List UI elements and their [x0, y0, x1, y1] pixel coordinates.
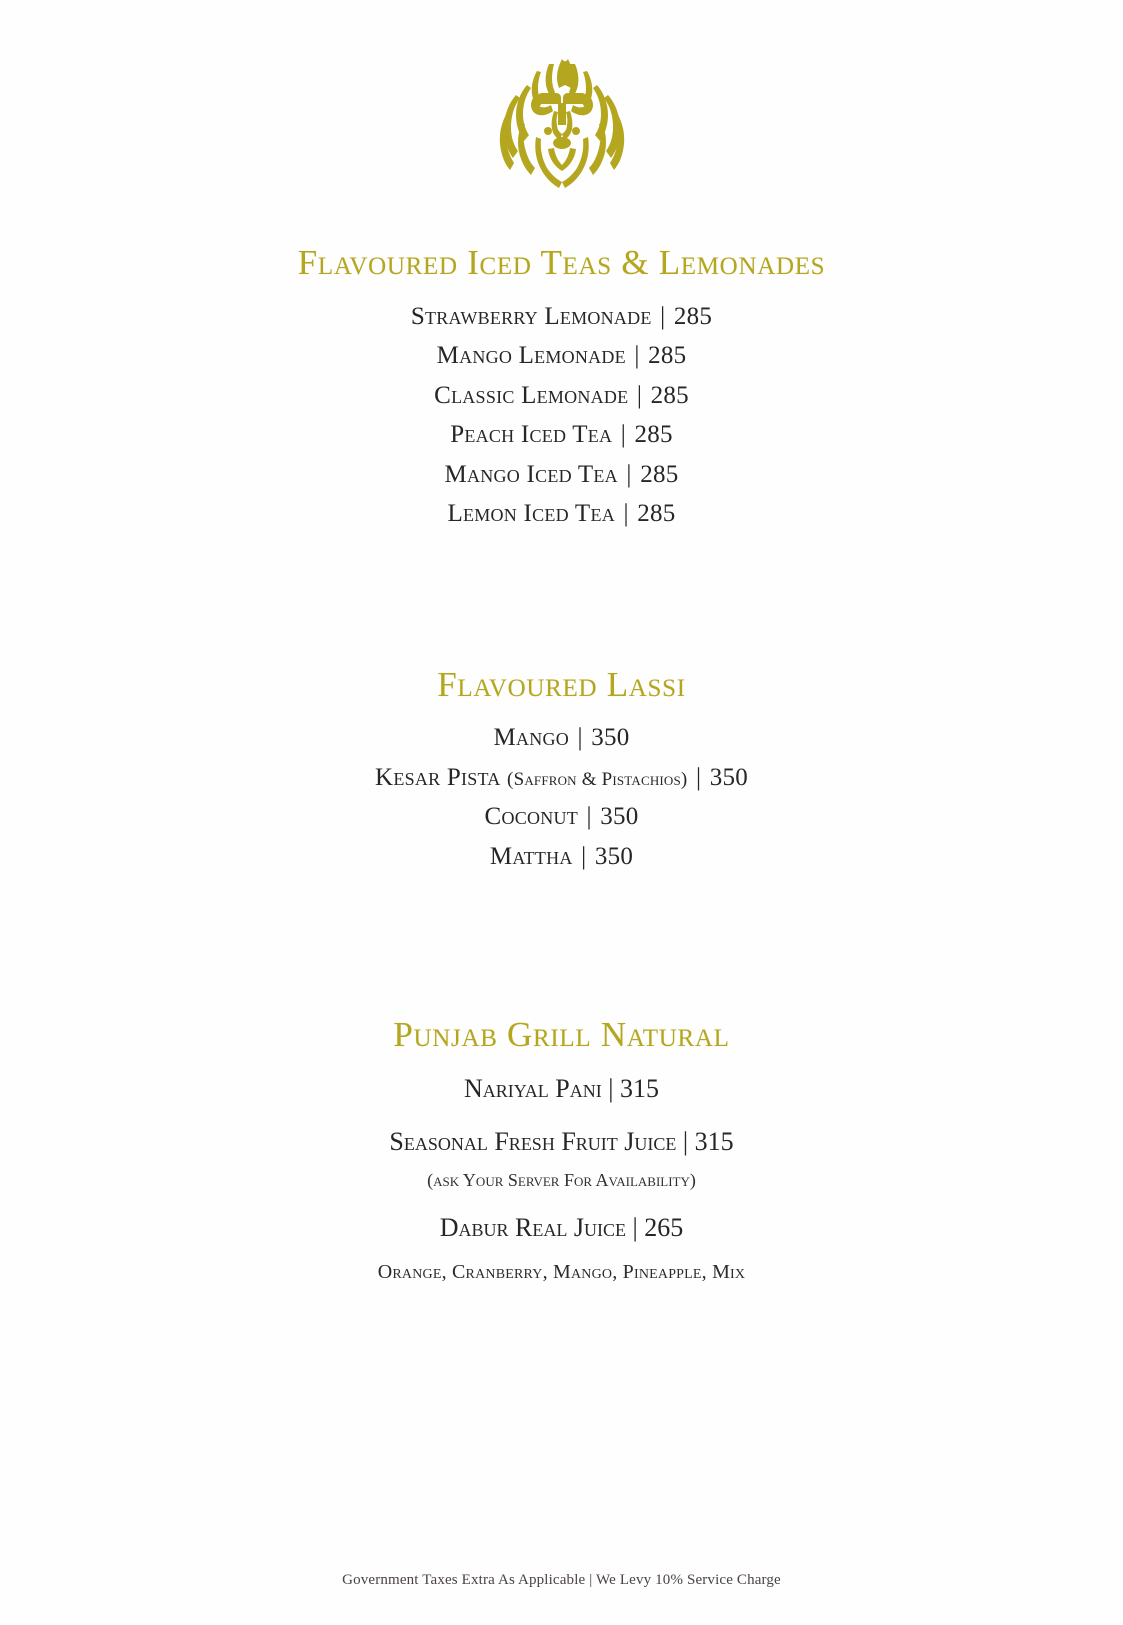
- menu-item: [0, 1122, 1123, 1161]
- section-punjab-grill-natural: [0, 1016, 1123, 1287]
- menu-item: [0, 758, 1123, 798]
- item-separator: |: [586, 803, 592, 830]
- menu-item: [0, 1208, 1123, 1247]
- item-price: 285: [637, 500, 676, 527]
- item-price: 265: [644, 1212, 684, 1242]
- item-name: Peach Iced Tea: [450, 421, 613, 448]
- item-availability-note: (ask Your Server For Availability): [427, 1169, 696, 1190]
- item-price: 285: [650, 381, 689, 409]
- item-price: 315: [619, 1073, 659, 1103]
- item-separator: |: [632, 1212, 638, 1242]
- item-separator: |: [695, 763, 702, 791]
- menu-item: [0, 455, 1123, 495]
- menu-item: [0, 718, 1123, 758]
- lion-head-logo-icon: [492, 51, 632, 191]
- item-price: 350: [709, 763, 748, 791]
- restaurant-logo: [487, 46, 637, 196]
- item-separator: |: [636, 381, 643, 409]
- menu-item: [0, 1069, 1123, 1108]
- section-title: Flavoured Iced Teas & Lemonades: [297, 243, 826, 282]
- item-separator: |: [620, 421, 627, 448]
- item-separator: |: [577, 724, 583, 751]
- section-flavoured-lassi: [0, 666, 1123, 877]
- item-price: 315: [694, 1126, 734, 1156]
- item-name: Coconut: [484, 803, 578, 830]
- item-name: Classic Lemonade: [434, 381, 629, 409]
- menu-item: [0, 376, 1123, 416]
- menu-item-list: [0, 297, 1123, 534]
- item-name: Mango Iced Tea: [444, 460, 618, 488]
- menu-item: [0, 837, 1123, 877]
- item-name: Lemon Iced Tea: [447, 500, 615, 527]
- menu-entry: [0, 1122, 1123, 1194]
- item-name: Kesar Pista: [375, 763, 501, 791]
- item-price: 350: [600, 803, 639, 830]
- item-flavour-list: Orange, Cranberry, Mango, Pineapple, Mix: [377, 1260, 746, 1283]
- item-separator: |: [581, 842, 587, 870]
- menu-item: [0, 494, 1123, 534]
- item-price: 285: [640, 460, 679, 488]
- item-description: (Saffron & Pistachios): [507, 768, 688, 790]
- item-name: Seasonal Fresh Fruit Juice: [389, 1126, 677, 1156]
- footer-disclaimer: Government Taxes Extra As Applicable | We Levy 10% Service Charge: [342, 1572, 781, 1588]
- item-name: Nariyal Pani: [464, 1073, 602, 1103]
- menu-entry: [0, 1208, 1123, 1287]
- item-price: 285: [634, 421, 673, 448]
- item-name: Strawberry Lemonade: [410, 302, 652, 330]
- section-flavoured-iced-teas-and-lemonades: [0, 244, 1123, 534]
- item-price: 350: [594, 842, 634, 870]
- menu-item: [0, 415, 1123, 455]
- menu-entry: [0, 1069, 1123, 1108]
- item-price: 285: [648, 342, 687, 369]
- menu-item-list: [0, 718, 1123, 876]
- item-name: Mango Lemonade: [436, 342, 626, 369]
- menu-item: [0, 297, 1123, 337]
- item-name: Mattha: [489, 842, 573, 870]
- section-title: Punjab Grill Natural: [393, 1015, 730, 1054]
- item-separator: |: [634, 342, 640, 369]
- item-separator: |: [626, 460, 632, 488]
- item-separator: |: [608, 1073, 614, 1103]
- section-title: Flavoured Lassi: [437, 664, 686, 704]
- item-separator: |: [682, 1126, 689, 1156]
- item-separator: |: [623, 500, 629, 527]
- item-price: 285: [673, 302, 713, 330]
- item-name: Dabur Real Juice: [439, 1212, 626, 1242]
- menu-item: [0, 336, 1123, 376]
- item-separator: |: [660, 302, 666, 330]
- item-price: 350: [591, 724, 630, 751]
- menu-item: [0, 797, 1123, 837]
- item-name: Mango: [493, 724, 569, 751]
